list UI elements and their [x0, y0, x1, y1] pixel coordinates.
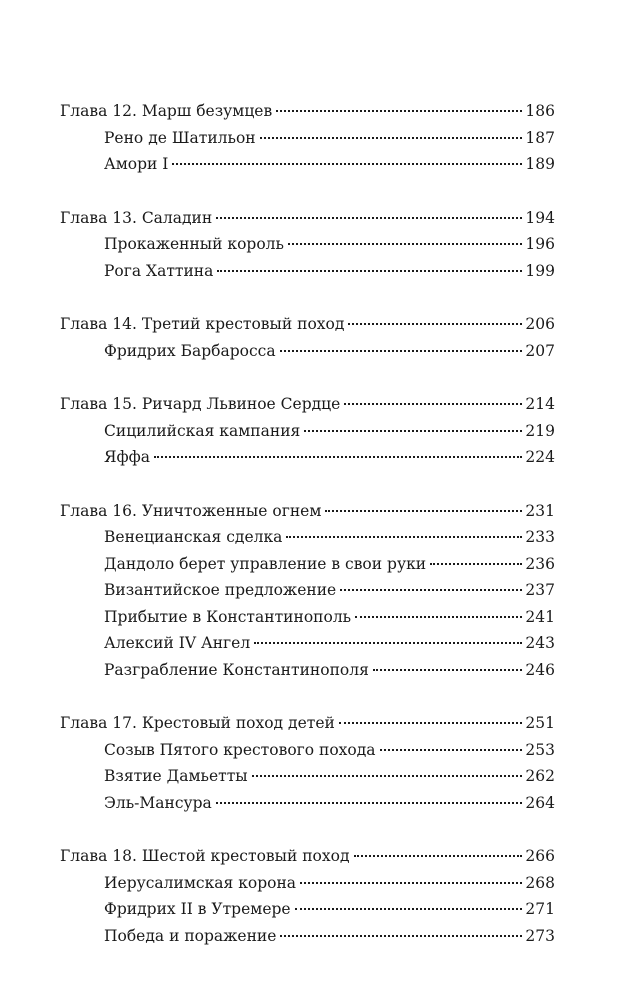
page-number: 271 [525, 900, 555, 918]
page-number: 268 [525, 873, 555, 892]
toc-section-entry[interactable] [60, 763, 555, 790]
page-number: 219 [525, 421, 555, 440]
section-title: Взятие Дамьетты [104, 767, 248, 785]
page-number: 246 [525, 660, 555, 679]
section-title: Яффа [104, 448, 151, 466]
page-number: 189 [525, 155, 555, 173]
section-title: Рено де Шатильон [104, 128, 256, 147]
chapter-title: Глава 15. Ричард Львиное Сердце [60, 395, 341, 413]
toc-chapter-entry[interactable] [60, 391, 555, 418]
toc-section-entry[interactable] [60, 551, 555, 578]
dot-leader [325, 510, 522, 512]
dot-leader [252, 775, 523, 777]
section-title: Прибытие в Константинополь [104, 607, 352, 626]
section-title: Сицилийская кампания [104, 421, 301, 440]
page-number: 224 [525, 448, 555, 466]
chapter-block [60, 205, 555, 285]
page-number: 187 [525, 128, 555, 147]
toc-section-entry[interactable] [60, 923, 555, 950]
dot-leader [254, 642, 522, 644]
dot-leader [286, 536, 522, 538]
dot-leader [260, 137, 523, 139]
section-title: Разграбление Константинополя [104, 660, 369, 679]
toc-section-entry[interactable] [60, 125, 555, 152]
page-number: 251 [525, 714, 555, 732]
toc-section-entry[interactable] [60, 524, 555, 551]
section-title: Дандоло берет управление в свои руки [104, 554, 427, 573]
page-number: 233 [525, 528, 555, 546]
chapter-block [60, 498, 555, 684]
toc-chapter-entry[interactable] [60, 311, 555, 338]
page-number: 206 [525, 315, 555, 333]
dot-leader [304, 430, 522, 432]
section-title: Алексий IV Ангел [104, 634, 251, 652]
section-title: Прокаженный король [104, 235, 284, 253]
dot-leader [300, 882, 522, 884]
dot-leader [172, 163, 522, 165]
toc-section-entry[interactable] [60, 577, 555, 604]
toc-section-entry[interactable] [60, 657, 555, 684]
dot-leader [373, 669, 523, 671]
toc-section-entry[interactable] [60, 630, 555, 657]
toc-section-entry[interactable] [60, 338, 555, 365]
section-title: Иерусалимская корона [104, 873, 297, 892]
dot-leader [344, 403, 522, 405]
dot-leader [339, 722, 523, 724]
dot-leader [430, 563, 522, 565]
page-number: 199 [525, 261, 555, 280]
section-title: Победа и поражение [104, 926, 277, 945]
dot-leader [280, 350, 523, 352]
toc-chapter-entry[interactable] [60, 498, 555, 525]
page-number: 262 [525, 767, 555, 785]
section-title: Фридрих Барбаросса [104, 341, 276, 360]
dot-leader [217, 270, 522, 272]
chapter-block [60, 843, 555, 949]
page-number: 241 [525, 607, 555, 626]
dot-leader [154, 456, 522, 458]
dot-leader [355, 616, 522, 618]
page-number: 186 [525, 102, 555, 120]
section-title: Византийское предложение [104, 581, 337, 599]
page-number: 194 [525, 208, 555, 227]
dot-leader [295, 908, 523, 910]
dot-leader [216, 217, 522, 219]
toc-chapter-entry[interactable] [60, 98, 555, 125]
dot-leader [216, 802, 523, 804]
dot-leader [288, 243, 522, 245]
chapter-title: Глава 18. Шестой крестовый поход [60, 847, 350, 865]
page-number: 231 [525, 501, 555, 520]
page-number: 196 [525, 235, 555, 253]
dot-leader [348, 323, 522, 325]
chapter-block [60, 710, 555, 816]
toc-section-entry[interactable] [60, 737, 555, 764]
chapter-title: Глава 17. Крестовый поход детей [60, 714, 335, 732]
page-number: 266 [525, 847, 555, 865]
toc-section-entry[interactable] [60, 151, 555, 178]
page-number: 273 [525, 926, 555, 945]
dot-leader [276, 110, 522, 112]
toc-section-entry[interactable] [60, 870, 555, 897]
toc-section-entry[interactable] [60, 444, 555, 471]
chapter-block [60, 391, 555, 471]
dot-leader [354, 855, 523, 857]
toc-section-entry[interactable] [60, 418, 555, 445]
page-number: 243 [525, 634, 555, 652]
section-title: Созыв Пятого крестового похода [104, 740, 376, 759]
table-of-contents [60, 98, 555, 976]
toc-chapter-entry[interactable] [60, 710, 555, 737]
page-number: 264 [525, 793, 555, 812]
section-title: Венецианская сделка [104, 528, 283, 546]
chapter-title: Глава 12. Марш безумцев [60, 102, 273, 120]
page-number: 214 [525, 395, 555, 413]
chapter-title: Глава 14. Третий крестовый поход [60, 315, 345, 333]
dot-leader [280, 935, 522, 937]
chapter-block [60, 311, 555, 364]
section-title: Амори I [104, 155, 169, 173]
page-number: 237 [525, 581, 555, 599]
toc-section-entry[interactable] [60, 896, 555, 923]
toc-section-entry[interactable] [60, 604, 555, 631]
toc-section-entry[interactable] [60, 231, 555, 258]
page-number: 207 [525, 341, 555, 360]
section-title: Фридрих II в Утремере [104, 900, 291, 918]
chapter-block [60, 98, 555, 178]
chapter-title: Глава 16. Уничтоженные огнем [60, 501, 322, 520]
page-number: 236 [525, 554, 555, 573]
dot-leader [380, 749, 523, 751]
toc-chapter-entry[interactable] [60, 205, 555, 232]
toc-chapter-entry[interactable] [60, 843, 555, 870]
section-title: Рога Хаттина [104, 261, 214, 280]
section-title: Эль-Мансура [104, 793, 212, 812]
chapter-title: Глава 13. Саладин [60, 208, 213, 227]
dot-leader [340, 589, 522, 591]
toc-section-entry[interactable] [60, 258, 555, 285]
page-number: 253 [525, 740, 555, 759]
toc-section-entry[interactable] [60, 790, 555, 817]
